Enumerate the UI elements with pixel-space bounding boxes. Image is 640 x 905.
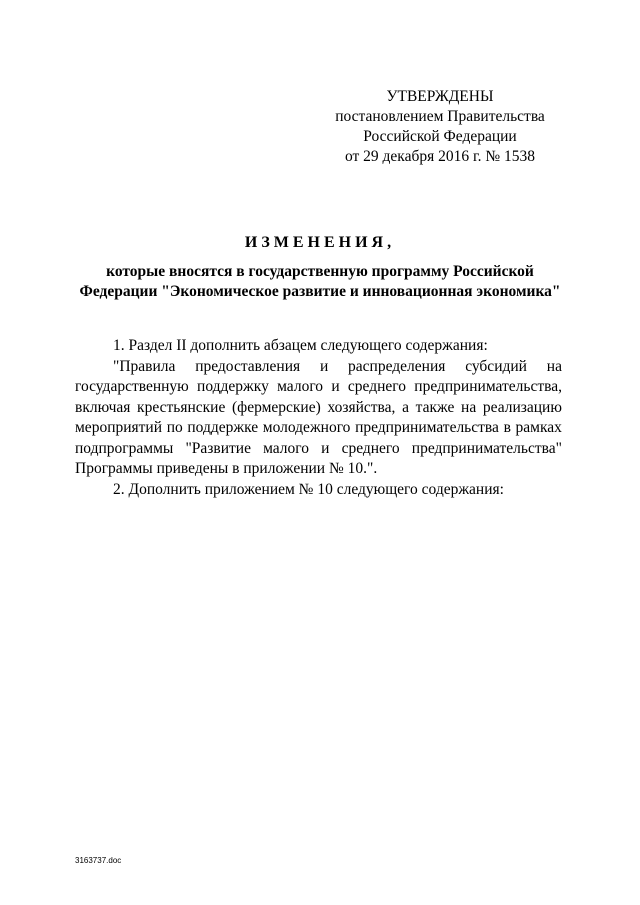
quote-word: хозяйства, <box>327 398 396 416</box>
quote-word: среднего <box>341 439 400 457</box>
quote-line-6: Программы приведены в приложении № 10.". <box>75 460 378 477</box>
quote-word: в <box>503 419 511 436</box>
quote-word: включая <box>75 398 131 416</box>
approval-date-number: от 29 декабря 2016 г. № 1538 <box>344 148 536 165</box>
document-title: ИЗМЕНЕНИЯ, <box>244 234 396 251</box>
quote-word: мероприятий <box>75 419 163 436</box>
quote-line-2 <box>75 377 562 398</box>
quote-word: "Правила <box>113 357 176 375</box>
paragraph-item-1: 1. Раздел II дополнить абзацем следующего содержания: <box>113 337 488 354</box>
quote-word: предпринимательства, <box>414 378 562 395</box>
quote-word: крестьянские <box>137 398 226 416</box>
document-body <box>75 336 562 500</box>
quote-word: и <box>331 378 340 395</box>
quote-word: малого <box>263 439 310 457</box>
quote-word: предпринимательства <box>355 419 499 436</box>
subtitle-line-2: Федерации "Экономическое развитие и инновационная экономика" <box>79 283 561 300</box>
document-file-id: 3163737.doc <box>75 856 122 865</box>
quote-word: на <box>546 357 562 375</box>
quote-line-4 <box>75 418 562 439</box>
quote-word: поддержке <box>187 419 259 436</box>
quote-word: на <box>461 398 477 416</box>
quote-word: поддержку <box>197 378 269 395</box>
quote-word: предоставления <box>195 357 301 375</box>
quote-word: и <box>321 439 330 457</box>
quote-word: предпринимательства" <box>411 439 562 457</box>
quote-word: реализацию <box>482 398 562 416</box>
quote-line-3 <box>75 398 562 419</box>
quote-word: также <box>415 398 455 416</box>
quote-line-5 <box>75 439 562 460</box>
quote-word: (фермерские) <box>231 398 321 416</box>
quote-word: распределения <box>348 357 446 375</box>
subtitle-line-1: которые вносятся в государственную программу Российской <box>106 263 534 280</box>
quote-line-1 <box>75 357 562 378</box>
approval-heading: УТВЕРЖДЕНЫ <box>386 88 494 105</box>
quote-word: государственную <box>75 378 189 395</box>
quote-word: малого <box>277 378 324 395</box>
document-subtitle <box>70 262 570 302</box>
quote-word: подпрограммы <box>75 439 174 457</box>
paragraph-item-2: 2. Дополнить приложением № 10 следующего содержания: <box>113 480 504 498</box>
quote-word: по <box>166 419 183 436</box>
quote-word: рамках <box>515 419 562 436</box>
quote-word: молодежного <box>262 419 351 436</box>
approval-resolution: постановлением Правительства <box>335 108 545 125</box>
quote-word: а <box>402 398 409 416</box>
approval-government: Российской Федерации <box>363 128 517 145</box>
quote-word: и <box>319 357 329 375</box>
quote-word: субсидий <box>465 357 527 375</box>
quote-word: среднего <box>347 378 406 395</box>
quote-word: "Развитие <box>185 439 251 457</box>
approval-stamp <box>330 87 550 167</box>
